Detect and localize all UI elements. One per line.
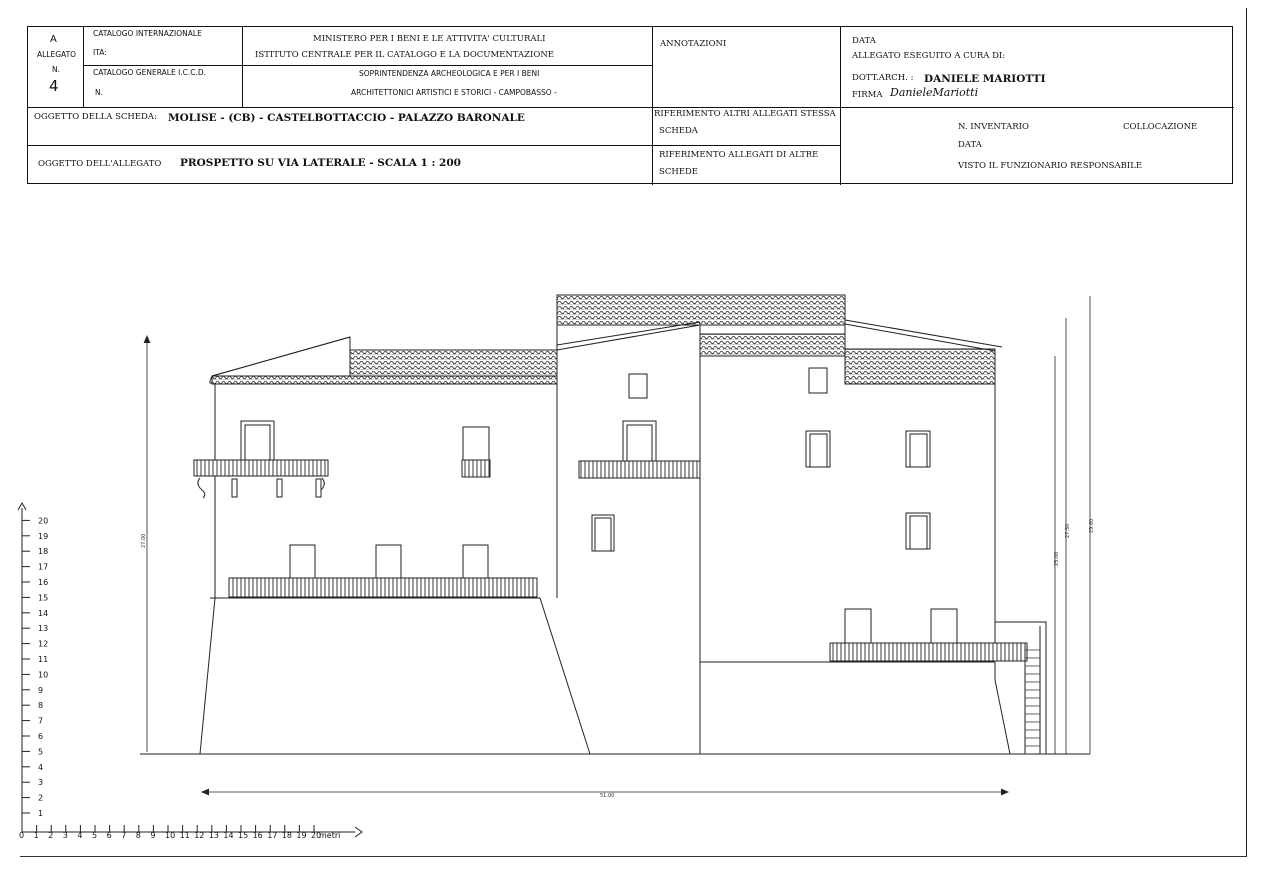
allegato-letter: A xyxy=(50,34,57,45)
vscale-label: 18 xyxy=(38,547,49,557)
vscale-label: 15 xyxy=(38,593,49,603)
vscale-label: 14 xyxy=(38,608,49,618)
vscale-label: 16 xyxy=(38,578,49,587)
signature: DanieleMariotti xyxy=(890,86,979,99)
scale-bars xyxy=(18,503,362,837)
hscale-label: 2 xyxy=(48,831,54,840)
n-label: N. xyxy=(95,88,103,97)
istituto-text: ISTITUTO CENTRALE PER IL CATALOGO E LA DOCUMENTAZIONE xyxy=(255,50,555,60)
vscale-label: 3 xyxy=(38,778,44,788)
vscale-label: 13 xyxy=(38,624,49,634)
firma-label: FIRMA xyxy=(852,90,883,100)
architect-name: DANIELE MARIOTTI xyxy=(924,73,1046,85)
hscale-label: 10 xyxy=(165,831,176,840)
hscale-label: 1 xyxy=(33,831,39,840)
hscale-label: 16 xyxy=(252,831,263,840)
vscale-label: 17 xyxy=(38,562,49,572)
hscale-label: 0 xyxy=(19,831,25,840)
hscale-label: 14 xyxy=(223,831,234,840)
data-label: DATA xyxy=(852,36,876,46)
hscale-label: 5 xyxy=(92,831,98,840)
rif-altre-line1: RIFERIMENTO ALLEGATI DI ALTRE xyxy=(659,150,819,160)
dott-arch-label: DOTT.ARCH. : xyxy=(852,73,914,83)
dim-width-label: 51.00 xyxy=(600,793,615,799)
allegato-n-label: N. xyxy=(52,65,60,74)
vscale-label: 7 xyxy=(38,716,44,726)
center-block xyxy=(557,295,845,754)
vscale-label: 6 xyxy=(38,732,44,741)
collocazione-label: COLLOCAZIONE xyxy=(1123,122,1198,132)
allegato-label: ALLEGATO xyxy=(37,50,77,59)
vscale-label: 1 xyxy=(38,809,44,818)
vscale-label: 19 xyxy=(38,531,49,541)
hscale-label: 19 xyxy=(296,831,307,840)
hscale-label: 13 xyxy=(208,831,219,840)
hscale-label: 20 xyxy=(311,831,322,840)
oggetto-scheda-value: MOLISE - (CB) - CASTELBOTTACCIO - PALAZZO BARONALE xyxy=(168,112,525,124)
vscale-label: 4 xyxy=(38,762,44,772)
n-inventario-label: N. INVENTARIO xyxy=(958,122,1029,132)
allegato-eseguito-label: ALLEGATO ESEGUITO A CURA DI: xyxy=(852,51,1006,61)
vscale-label: 12 xyxy=(38,639,49,649)
hscale-label: 8 xyxy=(135,831,141,840)
vscale-label: 9 xyxy=(38,685,44,695)
annotazioni-label: ANNOTAZIONI xyxy=(660,39,727,49)
horizontal-scale xyxy=(19,825,321,840)
ministero-text: MINISTERO PER I BENI E LE ATTIVITA' CULTURALI xyxy=(313,34,546,44)
left-block xyxy=(194,337,590,754)
oggetto-allegato-value: PROSPETTO SU VIA LATERALE - SCALA 1 : 200 xyxy=(180,157,461,169)
dim-height-r2: 27.50 xyxy=(1065,523,1071,538)
dim-height-r1: 25.00 xyxy=(1054,551,1060,566)
visto-label: VISTO IL FUNZIONARIO RESPONSABILE xyxy=(958,161,1143,171)
hscale-label: 18 xyxy=(281,831,292,840)
allegato-number: 4 xyxy=(49,77,59,95)
rif-stessa-line1: RIFERIMENTO ALTRI ALLEGATI STESSA xyxy=(654,109,836,119)
soprintendenza-line2: ARCHITETTONICI ARTISTICI E STORICI - CAMPOBASSO - xyxy=(351,88,557,97)
data-label-2: DATA xyxy=(958,140,982,150)
hscale-label: 15 xyxy=(238,831,249,840)
hscale-label: 9 xyxy=(150,831,156,840)
vscale-label: 5 xyxy=(38,747,44,757)
vscale-label: 8 xyxy=(38,701,44,711)
hscale-label: 4 xyxy=(77,831,83,840)
dim-height-left: 27.00 xyxy=(141,533,147,548)
right-block xyxy=(700,320,1046,754)
oggetto-allegato-label: OGGETTO DELL'ALLEGATO xyxy=(38,159,162,169)
hscale-label: 7 xyxy=(121,831,127,840)
hscale-label: 6 xyxy=(106,831,112,840)
oggetto-scheda-label: OGGETTO DELLA SCHEDA: xyxy=(34,112,157,122)
dim-height-r3: 29.60 xyxy=(1089,518,1095,533)
hscale-label: 12 xyxy=(194,831,205,840)
scale-unit-label: metri xyxy=(319,831,341,840)
vscale-label: 2 xyxy=(38,793,44,803)
hscale-label: 3 xyxy=(62,831,68,840)
catalogo-generale: CATALOGO GENERALE I.C.C.D. xyxy=(93,68,207,77)
vscale-label: 20 xyxy=(38,516,49,526)
hscale-label: 17 xyxy=(267,831,278,840)
vscale-label: 11 xyxy=(38,655,49,664)
vscale-label: 10 xyxy=(38,670,49,680)
vertical-scale xyxy=(22,516,48,818)
rif-stessa-line2: SCHEDA xyxy=(659,126,698,136)
soprintendenza-line1: SOPRINTENDENZA ARCHEOLOGICA E PER I BENI xyxy=(359,69,540,78)
catalogo-internazionale: CATALOGO INTERNAZIONALE xyxy=(93,29,202,38)
hscale-label: 11 xyxy=(179,831,190,840)
rif-altre-line2: SCHEDE xyxy=(659,167,698,177)
ita-label: ITA: xyxy=(93,48,107,57)
